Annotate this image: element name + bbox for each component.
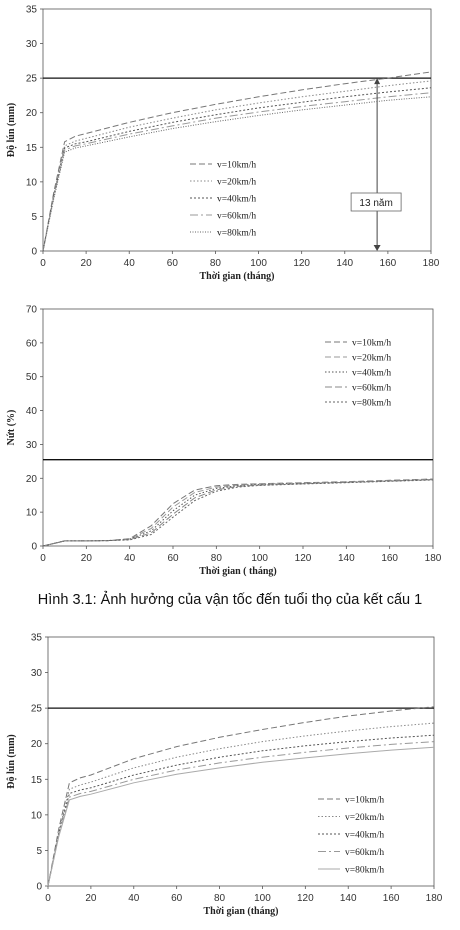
legend-label: v=40km/h <box>345 830 385 841</box>
y-tick-label: 20 <box>30 739 42 751</box>
x-tick-label: 180 <box>422 258 440 269</box>
y-tick-label: 0 <box>31 541 37 553</box>
y-tick-label: 35 <box>30 632 42 644</box>
x-tick-label: 80 <box>210 553 222 564</box>
x-tick-label: 60 <box>166 258 178 269</box>
legend-label: v=80km/h <box>352 398 392 409</box>
x-tick-label: 140 <box>336 258 354 269</box>
series-line-1 <box>43 479 433 546</box>
series-line-4 <box>43 93 431 251</box>
y-tick-label: 25 <box>25 73 37 85</box>
y-tick-label: 5 <box>31 211 37 223</box>
x-tick-label: 100 <box>254 893 271 904</box>
legend-label: v=20km/h <box>217 177 257 188</box>
y-tick-label: 40 <box>25 406 37 418</box>
y-tick-label: 0 <box>31 246 37 258</box>
legend-label: v=40km/h <box>352 368 392 379</box>
x-axis-label: Thời gian (tháng) <box>199 271 275 282</box>
x-tick-label: 20 <box>80 258 92 269</box>
x-tick-label: 40 <box>128 893 140 904</box>
chart-cracking <box>0 300 460 590</box>
x-tick-label: 180 <box>425 893 443 904</box>
x-tick-label: 40 <box>123 258 135 269</box>
y-tick-label: 5 <box>36 845 42 857</box>
x-axis-label: Thời gian (tháng) <box>203 906 279 917</box>
legend-label: v=40km/h <box>217 194 257 205</box>
x-tick-label: 180 <box>424 553 442 564</box>
x-tick-label: 20 <box>85 893 97 904</box>
x-tick-label: 100 <box>250 258 267 269</box>
x-tick-label: 0 <box>40 258 46 269</box>
legend-label: v=20km/h <box>352 353 392 364</box>
y-tick-label: 10 <box>25 507 37 519</box>
x-tick-label: 120 <box>294 553 312 564</box>
annotation-arrow-head <box>374 245 381 251</box>
x-tick-label: 60 <box>171 893 183 904</box>
x-tick-label: 120 <box>296 893 314 904</box>
y-tick-label: 15 <box>30 774 42 786</box>
y-tick-label: 70 <box>25 304 37 316</box>
x-tick-label: 40 <box>124 553 136 564</box>
y-tick-label: 20 <box>25 108 37 120</box>
x-tick-label: 60 <box>167 553 179 564</box>
chart-2-svg <box>0 300 460 590</box>
x-tick-label: 80 <box>213 893 226 904</box>
legend-label: v=10km/h <box>217 160 257 171</box>
y-tick-label: 10 <box>25 177 37 189</box>
y-tick-label: 30 <box>25 39 37 51</box>
y-tick-label: 50 <box>25 372 37 384</box>
legend-label: v=20km/h <box>345 813 385 823</box>
legend-label: v=60km/h <box>352 383 392 394</box>
y-tick-label: 30 <box>30 668 42 680</box>
series-line-4 <box>43 480 433 546</box>
y-axis-label: Nứt (%) <box>6 409 17 446</box>
x-tick-label: 100 <box>251 553 269 564</box>
y-tick-label: 30 <box>25 439 37 451</box>
x-tick-label: 0 <box>45 893 51 904</box>
legend-label: v=10km/h <box>345 795 385 806</box>
y-axis-label: Độ lún (mm) <box>6 734 17 789</box>
chart-3-svg <box>0 628 460 930</box>
chart-settlement-structure-2 <box>0 628 460 930</box>
series-line-2 <box>43 479 433 546</box>
x-tick-label: 20 <box>80 553 92 564</box>
x-tick-label: 160 <box>382 893 400 904</box>
legend-label: v=60km/h <box>345 848 385 858</box>
chart-settlement-structure-1 <box>0 0 460 292</box>
series-line-5 <box>43 480 433 546</box>
x-tick-label: 0 <box>40 553 46 564</box>
chart-1-svg <box>0 0 460 292</box>
x-tick-label: 160 <box>381 553 399 564</box>
series-line-3 <box>43 480 433 546</box>
y-tick-label: 0 <box>36 881 42 893</box>
x-tick-label: 120 <box>293 258 311 269</box>
y-tick-label: 15 <box>25 142 37 154</box>
y-axis-label: Độ lún (mm) <box>6 102 17 158</box>
x-tick-label: 80 <box>209 258 222 269</box>
annotation-label: 13 năm <box>359 198 393 209</box>
x-tick-label: 140 <box>337 553 355 564</box>
legend-label: v=60km/h <box>217 211 257 222</box>
legend-label: v=10km/h <box>352 338 392 349</box>
y-tick-label: 20 <box>25 473 37 485</box>
y-tick-label: 10 <box>30 810 42 822</box>
figure-caption: Hình 3.1: Ảnh hưởng của vận tốc đến tuổi thọ của kết cấu 1 <box>37 592 423 608</box>
y-tick-label: 60 <box>25 338 37 350</box>
x-tick-label: 140 <box>339 893 357 904</box>
x-axis-label: Thời gian ( tháng) <box>199 566 277 577</box>
legend-label: v=80km/h <box>345 865 385 876</box>
x-tick-label: 160 <box>379 258 397 269</box>
series-line-3 <box>48 735 434 886</box>
legend-label: v=80km/h <box>217 228 257 239</box>
y-tick-label: 25 <box>30 703 42 715</box>
y-tick-label: 35 <box>25 4 37 16</box>
